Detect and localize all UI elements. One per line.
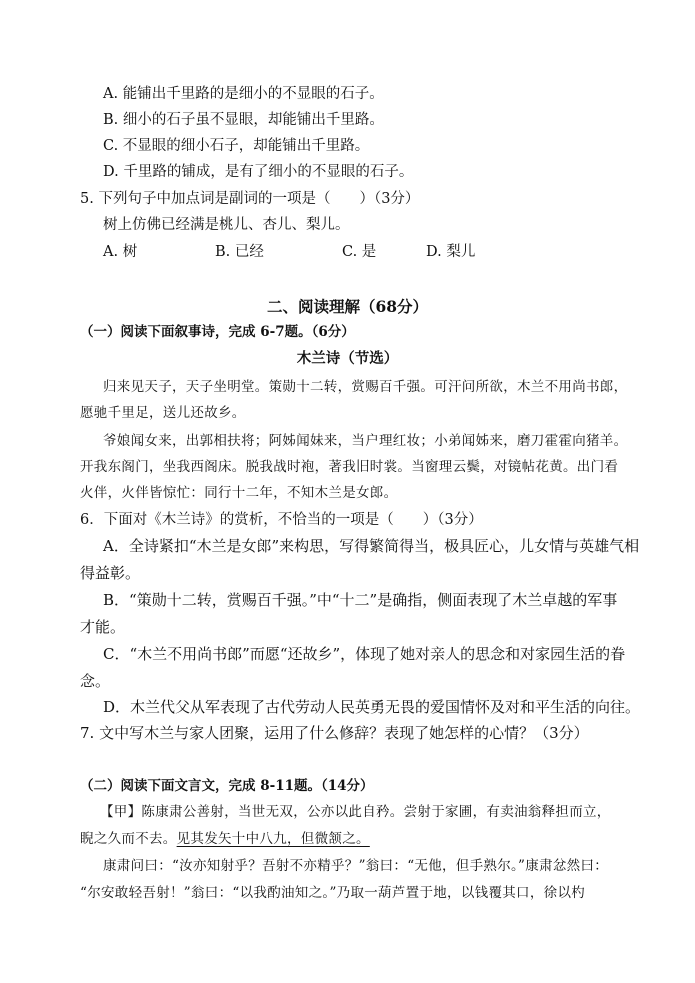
q4-option-d: D. 千里路的铺成，是有了细小的不显眼的石子。	[103, 164, 414, 180]
q4-option-b: B. 细小的石子虽不显眼，却能铺出千里路。	[103, 112, 384, 128]
section-title: 二、阅读理解（68分）	[266, 297, 429, 316]
classical-text-underlined: 见其发矢十中八九，但微颔之。	[176, 831, 370, 847]
poem-line: 爷娘闻女来，出郭相扶将；阿姊闻妹来，当户理红妆；小弟闻姊来，磨刀霍霍向猪羊。	[103, 433, 628, 449]
q4-option-c: C. 不显眼的细小石子，却能铺出千里路。	[103, 138, 370, 154]
poem-line: 归来见天子，天子坐明堂。策勋十二转，赏赐百千强。可汗问所欲，木兰不用尚书郎，	[103, 379, 628, 395]
q6-option-c-cont: 念。	[80, 672, 111, 690]
classical-text-line: 【甲】陈康肃公善射，当世无双，公亦以此自矜。尝射于家圃，有卖油翁释担而立，	[100, 804, 611, 820]
classical-text-plain: 睨之久而不去。	[80, 831, 177, 847]
classical-text-line: 康肃问曰：“汝亦知射乎？吾射不亦精乎？”翁曰：“无他，但手熟尔。”康肃忿然曰：	[103, 858, 609, 874]
q5-sentence: 树上仿佛已经满是桃儿、杏儿、梨儿。	[103, 217, 350, 233]
poem-line: 愿驰千里足，送儿还故乡。	[80, 405, 246, 421]
q5-stem: 5. 下列句子中加点词是副词的一项是（ ）（3分）	[80, 191, 420, 207]
part1-heading: （一）阅读下面叙事诗，完成 6-7题。（6分）	[80, 324, 355, 340]
q6-option-a-cont: 得益彰。	[80, 564, 141, 582]
q6-option-c: C．“木兰不用尚书郎”而愿“还故乡”，体现了她对亲人的思念和对家园生活的眷	[103, 645, 626, 663]
part2-heading: （二）阅读下面文言文，完成 8-11题。（14分）	[80, 778, 374, 794]
q5-option-c: C. 是	[342, 244, 377, 260]
q6-option-b-cont: 才能。	[80, 618, 126, 636]
classical-text-line: “尔安敢轻吾射！”翁曰：“以我酌油知之。”乃取一葫芦置于地，以钱覆其口，徐以杓	[80, 885, 586, 901]
q5-option-d: D. 梨儿	[426, 244, 476, 260]
q7-stem: 7. 文中写木兰与家人团聚，运用了什么修辞？表现了她怎样的心情？（3分）	[80, 724, 589, 742]
q6-option-b: B．“策勋十二转，赏赐百千强。”中“十二”是确指，侧面表现了木兰卓越的军事	[103, 591, 618, 609]
q6-option-a: A．全诗紧扣“木兰是女郎”来构思，写得繁简得当，极具匠心，儿女情与英雄气相	[103, 537, 640, 555]
poem-title: 木兰诗（节选）	[296, 350, 399, 367]
q6-option-d: D．木兰代父从军表现了古代劳动人民英勇无畏的爱国情怀及对和平生活的向往。	[103, 698, 641, 716]
q6-stem: 6．下面对《木兰诗》的赏析，不恰当的一项是（ ）（3分）	[80, 512, 483, 528]
classical-text-line	[80, 829, 370, 849]
q5-option-b: B. 已经	[215, 244, 264, 260]
poem-line: 开我东阁门，坐我西阁床。脱我战时袍，著我旧时裳。当窗理云鬓，对镜帖花黄。出门看	[80, 459, 619, 475]
poem-line: 火伴，火伴皆惊忙：同行十二年，不知木兰是女郎。	[80, 485, 398, 501]
q4-option-a: A. 能铺出千里路的是细小的不显眼的石子。	[103, 86, 384, 102]
q5-option-a: A. 树	[103, 244, 138, 260]
